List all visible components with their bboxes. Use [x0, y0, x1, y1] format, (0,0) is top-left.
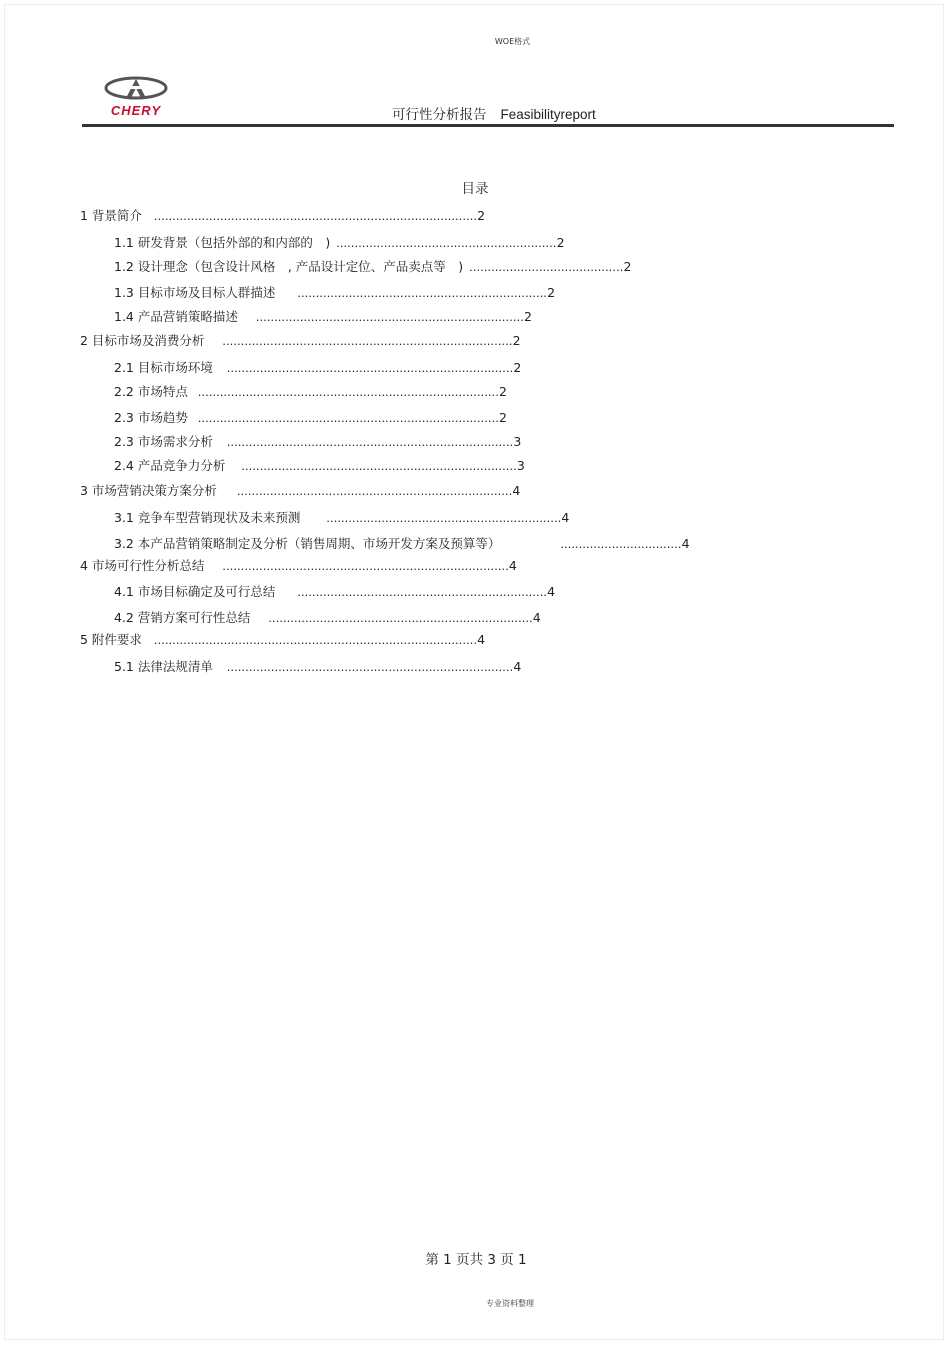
- toc-entry[interactable]: [114, 582, 555, 600]
- toc-entry-label: 5 附件要求: [80, 632, 142, 647]
- toc-title: 目录: [461, 181, 489, 197]
- toc-entry-page: 4: [532, 610, 541, 625]
- toc-entry[interactable]: [114, 358, 521, 376]
- toc-entry-page: 2: [523, 309, 532, 324]
- toc-entry-dots: ..................................................................................: [197, 411, 500, 425]
- toc-entry-page: 2: [499, 384, 507, 399]
- toc-entry-dots: ...........................................................................: [241, 459, 517, 473]
- toc-entry-dots: ..............................................................................: [226, 361, 514, 375]
- toc-entry[interactable]: [114, 534, 690, 552]
- page-number: 第 1 页共 3 页 1: [425, 1252, 527, 1268]
- toc-entry-label: 1 背景简介: [80, 208, 142, 223]
- toc-entry-page: 4: [681, 536, 690, 551]
- toc-entry-dots: ..................................................................................: [197, 385, 500, 399]
- toc-entry-page: 2: [512, 333, 521, 348]
- toc-entry-label: 4.1 市场目标确定及可行总结: [114, 584, 276, 599]
- toc-entry-page: 2: [477, 208, 486, 223]
- toc-entry-dots: ............................................................: [336, 236, 557, 250]
- toc-entry-label: 4 市场可行性分析总结: [80, 558, 205, 573]
- toc-entry-dots: .................................: [560, 537, 682, 551]
- toc-entry[interactable]: [80, 481, 520, 499]
- chery-logo-mark: [98, 76, 174, 104]
- toc-entry[interactable]: [80, 206, 485, 224]
- toc-entry-label: 1.1 研发背景（包括外部的和内部的 ): [114, 235, 331, 250]
- toc-entry-page: 2: [623, 259, 632, 274]
- toc-entry[interactable]: [80, 630, 485, 648]
- toc-entry-dots: ...............................................................................: [222, 334, 513, 348]
- top-note: WOE格式: [494, 37, 531, 46]
- logo-brand-text: CHERY: [110, 103, 162, 118]
- toc-entry-label: 2.3 市场趋势: [114, 410, 188, 425]
- toc-entry-dots: ....................................................................: [297, 585, 548, 599]
- toc-entry-dots: ..............................................................................: [222, 559, 509, 573]
- toc-entry-page: 2: [556, 235, 565, 250]
- toc-entry[interactable]: [114, 432, 521, 450]
- toc-entry-dots: ........................................................................................: [153, 209, 478, 223]
- toc-entry-label: 2.4 产品竞争力分析: [114, 458, 226, 473]
- toc-entry-page: 2: [499, 410, 507, 425]
- toc-entry-label: 4.2 营销方案可行性总结: [114, 610, 251, 625]
- toc-entry-label: 1.2 设计理念（包含设计风格 , 产品设计定位、产品卖点等 ): [114, 259, 464, 274]
- toc-entry-dots: .........................................................................: [255, 310, 524, 324]
- toc-entry[interactable]: [114, 456, 525, 474]
- toc-entry-page: 4: [477, 632, 486, 647]
- toc-entry-label: 2.2 市场特点: [114, 384, 188, 399]
- toc-entry[interactable]: [114, 283, 555, 301]
- toc-entry-page: 3: [516, 458, 525, 473]
- toc-entry-label: 2 目标市场及消费分析: [80, 333, 205, 348]
- toc-entry-dots: ..............................................................................: [226, 435, 514, 449]
- toc-entry-dots: ..........................................: [469, 260, 624, 274]
- toc-entry[interactable]: [114, 508, 569, 526]
- toc-entry-label: 1.4 产品营销策略描述: [114, 309, 238, 324]
- toc-entry[interactable]: [114, 657, 521, 675]
- toc-entry-label: 3.2 本产品营销策略制定及分析（销售周期、市场开发方案及预算等）: [114, 536, 501, 551]
- toc-entry-dots: ........................................................................: [268, 611, 533, 625]
- chery-logo: [98, 76, 174, 120]
- toc-entry-label: 3.1 竞争车型营销现状及未来预测: [114, 510, 301, 525]
- toc-entry-dots: ....................................................................: [297, 286, 548, 300]
- toc-entry-page: 4: [513, 659, 522, 674]
- toc-entry[interactable]: [114, 382, 507, 400]
- toc-entry-dots: ........................................................................................: [153, 633, 478, 647]
- toc-entry[interactable]: [114, 408, 507, 426]
- toc-entry[interactable]: [114, 257, 631, 275]
- toc-entry[interactable]: [80, 556, 517, 574]
- toc-entry-label: 2.1 目标市场环境: [114, 360, 213, 375]
- toc-entry[interactable]: [114, 608, 541, 626]
- toc-entry-label: 2.3 市场需求分析: [114, 434, 213, 449]
- toc-entry-dots: ..............................................................................: [226, 660, 514, 674]
- header-title-en: Feasibilityreport: [500, 107, 596, 122]
- toc-entry-label: 1.3 目标市场及目标人群描述: [114, 285, 276, 300]
- toc-entry-page: 4: [547, 584, 556, 599]
- toc-entry[interactable]: [114, 307, 532, 325]
- toc-entry-dots: ................................................................: [326, 511, 562, 525]
- toc-entry-dots: ...........................................................................: [236, 484, 513, 498]
- header-title: [392, 103, 596, 123]
- toc-entry[interactable]: [80, 331, 521, 349]
- toc-entry-page: 4: [561, 510, 570, 525]
- toc-entry-label: 3 市场营销决策方案分析: [80, 483, 217, 498]
- toc-entry-label: 5.1 法律法规清单: [114, 659, 213, 674]
- footer-note: 专业资料整理: [486, 1299, 534, 1308]
- toc-entry-page: 2: [547, 285, 556, 300]
- header-rule: [82, 124, 894, 127]
- toc-entry-page: 4: [508, 558, 517, 573]
- toc-entry-page: 4: [512, 483, 521, 498]
- toc-entry[interactable]: [114, 233, 565, 251]
- header-title-cn: 可行性分析报告: [392, 107, 487, 123]
- toc-entry-page: 3: [513, 434, 522, 449]
- toc-entry-page: 2: [513, 360, 522, 375]
